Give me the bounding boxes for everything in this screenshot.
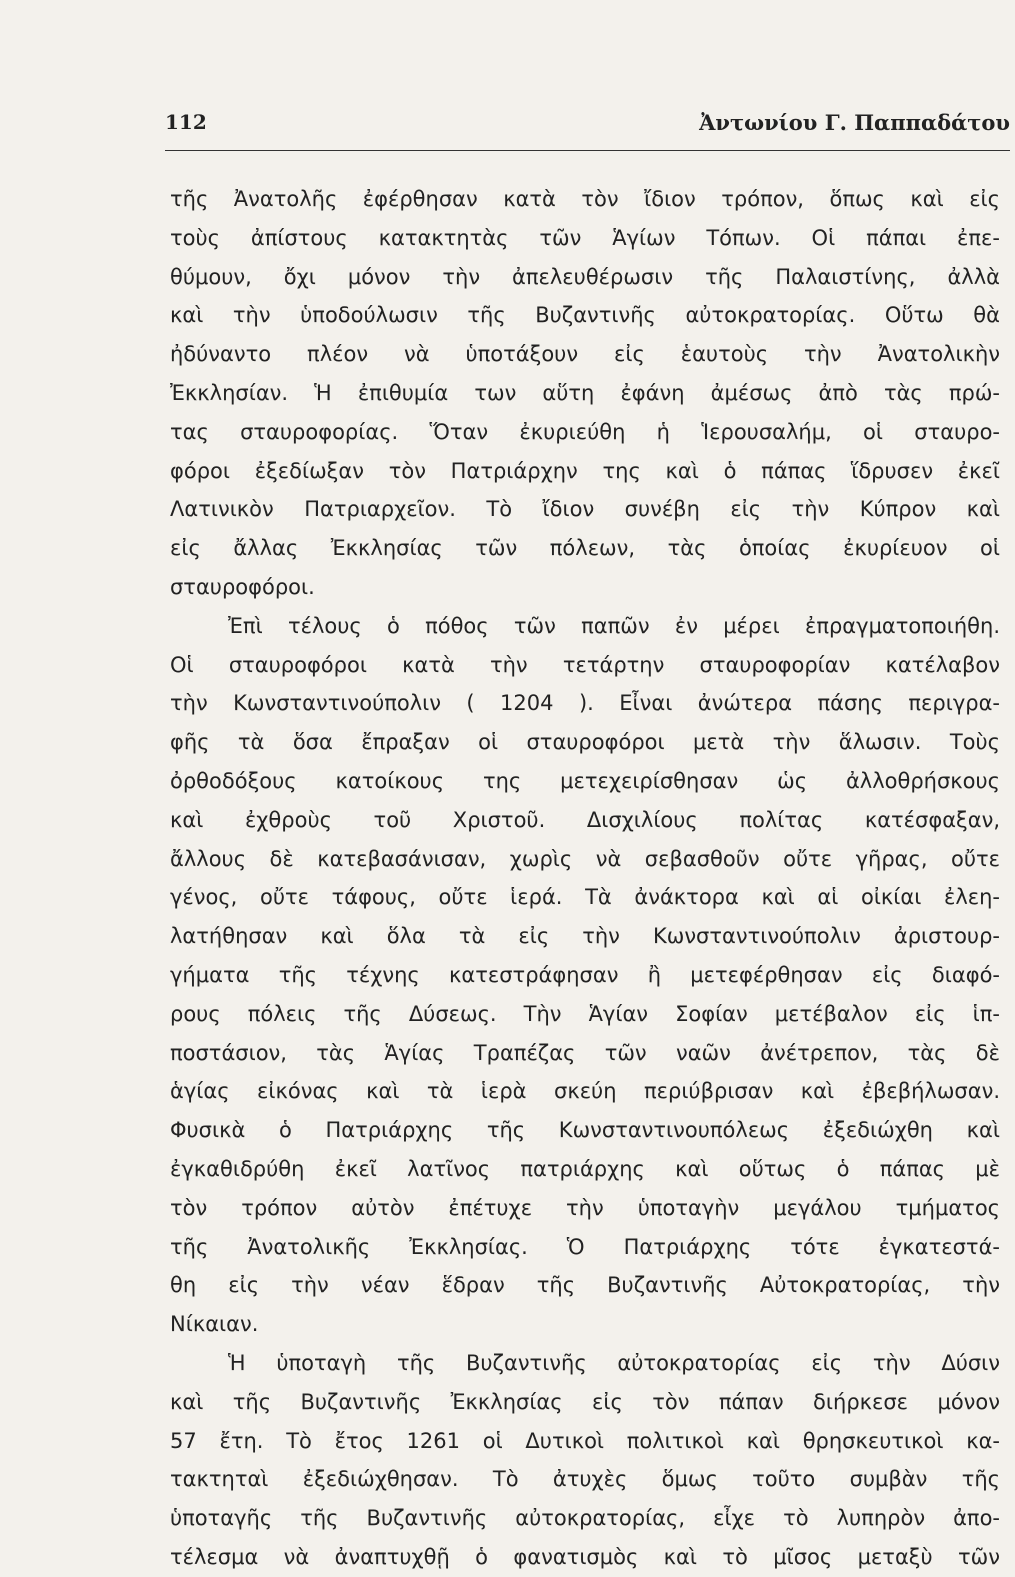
- text-line: Φυσικὰ ὁ Πατριάρχης τῆς Κωνσταντινουπόλεως ἐξεδιώχθη καὶ: [170, 1118, 1000, 1143]
- text-line: γένος, οὔτε τάφους, οὔτε ἱερά. Τὰ ἀνάκτορα καὶ αἱ οἰκίαι ἐλεη-: [170, 885, 1000, 910]
- text-line: εἰς ἄλλας Ἐκκλησίας τῶν πόλεων, τὰς ὁποίας ἐκυρίευον οἱ: [170, 536, 1000, 561]
- text-line: τῆς Ἀνατολῆς ἐφέρθησαν κατὰ τὸν ἴδιον τρόπον, ὅπως καὶ εἰς: [170, 187, 1000, 211]
- text-line: ὀρθοδόξους κατοίκους της μετεχειρίσθησαν ὡς ἀλλοθρήσκους: [170, 768, 1000, 793]
- text-line: ἠδύναντο πλέον νὰ ὑποτάξουν εἰς ἑαυτοὺς τὴν Ἀνατολικὴν: [170, 342, 1000, 367]
- paragraph: [170, 180, 1000, 607]
- paragraph: [170, 1344, 1000, 1577]
- text-line: ρους πόλεις τῆς Δύσεως. Τὴν Ἁγίαν Σοφίαν μετέβαλον εἰς ἱπ-: [170, 1001, 1000, 1026]
- text-line: τῆς Ἀνατολικῆς Ἐκκλησίας. Ὁ Πατριάρχης τότε ἐγκατεστά-: [170, 1234, 1000, 1259]
- text-line: ὑποταγῆς τῆς Βυζαντινῆς αὐτοκρατορίας, εἶχε τὸ λυπηρὸν ἀπο-: [170, 1506, 1000, 1531]
- text-line: φόροι ἐξεδίωξαν τὸν Πατριάρχην της καὶ ὁ πάπας ἵδρυσεν ἐκεῖ: [170, 458, 1000, 483]
- text-line: τὸν τρόπον αὐτὸν ἐπέτυχε τὴν ὑποταγὴν μεγάλου τμήματος: [170, 1195, 1000, 1220]
- text-line: θύμουν, ὄχι μόνον τὴν ἀπελευθέρωσιν τῆς Παλαιστίνης, ἀλλὰ: [170, 264, 1000, 289]
- text-line: καὶ τῆς Βυζαντινῆς Ἐκκλησίας εἰς τὸν πάπαν διήρκεσε μόνον: [170, 1389, 1000, 1414]
- text-line: τας σταυροφορίας. Ὅταν ἐκυριεύθη ἡ Ἱερουσαλήμ, οἱ σταυρο-: [170, 419, 1000, 444]
- text-line: τοὺς ἀπίστους κατακτητὰς τῶν Ἁγίων Τόπων. Οἱ πάπαι ἐπε-: [170, 225, 1000, 250]
- text-line: Ἐπὶ τέλους ὁ πόθος τῶν παπῶν ἐν μέρει ἐπραγματοποιήθη.: [228, 613, 1000, 638]
- text-line: Λατινικὸν Πατριαρχεῖον. Τὸ ἴδιον συνέβη εἰς τὴν Κύπρον καὶ: [170, 497, 1000, 522]
- running-title: Ἀντωνίου Γ. Παππαδάτου: [699, 110, 1010, 135]
- text-line: λατήθησαν καὶ ὅλα τὰ εἰς τὴν Κωνσταντινούπολιν ἀριστουρ-: [170, 924, 1000, 949]
- text-line: Οἱ σταυροφόροι κατὰ τὴν τετάρτην σταυροφορίαν κατέλαβον: [170, 652, 1000, 677]
- body-text: [170, 180, 1000, 1577]
- text-line: 57 ἔτη. Τὸ ἔτος 1261 οἱ Δυτικοὶ πολιτικοὶ καὶ θρησκευτικοὶ κα-: [170, 1428, 1000, 1453]
- text-line: τέλεσμα νὰ ἀναπτυχθῇ ὁ φανατισμὸς καὶ τὸ μῖσος μεταξὺ τῶν: [170, 1544, 1000, 1569]
- text-line: τὴν Κωνσταντινούπολιν ( 1204 ). Εἶναι ἀνώτερα πάσης περιγρα-: [170, 691, 1000, 716]
- text-line: ἄλλους δὲ κατεβασάνισαν, χωρὶς νὰ σεβασθοῦν οὔτε γῆρας, οὔτε: [170, 846, 1000, 871]
- text-line: ἐγκαθιδρύθη ἐκεῖ λατῖνος πατριάρχης καὶ οὕτως ὁ πάπας μὲ: [170, 1156, 1000, 1181]
- paragraph: [170, 607, 1000, 1344]
- text-line: ποστάσιον, τὰς Ἁγίας Τραπέζας τῶν ναῶν ἀνέτρεπον, τὰς δὲ: [170, 1040, 1000, 1065]
- page-header: [165, 100, 1010, 151]
- text-line: θη εἰς τὴν νέαν ἕδραν τῆς Βυζαντινῆς Αὐτοκρατορίας, τὴν: [170, 1273, 1000, 1298]
- text-line: καὶ ἐχθροὺς τοῦ Χριστοῦ. Δισχιλίους πολίτας κατέσφαξαν,: [170, 807, 1000, 832]
- text-line: Ἡ ὑποταγὴ τῆς Βυζαντινῆς αὐτοκρατορίας εἰς τὴν Δύσιν: [228, 1350, 1000, 1375]
- text-line: καὶ τὴν ὑποδούλωσιν τῆς Βυζαντινῆς αὐτοκρατορίας. Οὕτω θὰ: [170, 303, 1000, 328]
- text-line: ἁγίας εἰκόνας καὶ τὰ ἱερὰ σκεύη περιύβρισαν καὶ ἐβεβήλωσαν.: [170, 1079, 1000, 1104]
- text-line: σταυροφόροι.: [170, 574, 315, 599]
- text-line: τακτηταὶ ἐξεδιώχθησαν. Τὸ ἀτυχὲς ὅμως τοῦτο συμβὰν τῆς: [170, 1467, 1000, 1492]
- text-line: γήματα τῆς τέχνης κατεστράφησαν ἢ μετεφέρθησαν εἰς διαφό-: [170, 962, 1000, 987]
- page-number: 112: [165, 110, 207, 134]
- text-line: φῆς τὰ ὅσα ἔπραξαν οἱ σταυροφόροι μετὰ τὴν ἅλωσιν. Τοὺς: [170, 730, 1000, 755]
- text-line: Ἐκκλησίαν. Ἡ ἐπιθυμία των αὕτη ἐφάνη ἀμέσως ἀπὸ τὰς πρώ-: [170, 380, 1000, 405]
- text-line: Νίκαιαν.: [170, 1312, 259, 1337]
